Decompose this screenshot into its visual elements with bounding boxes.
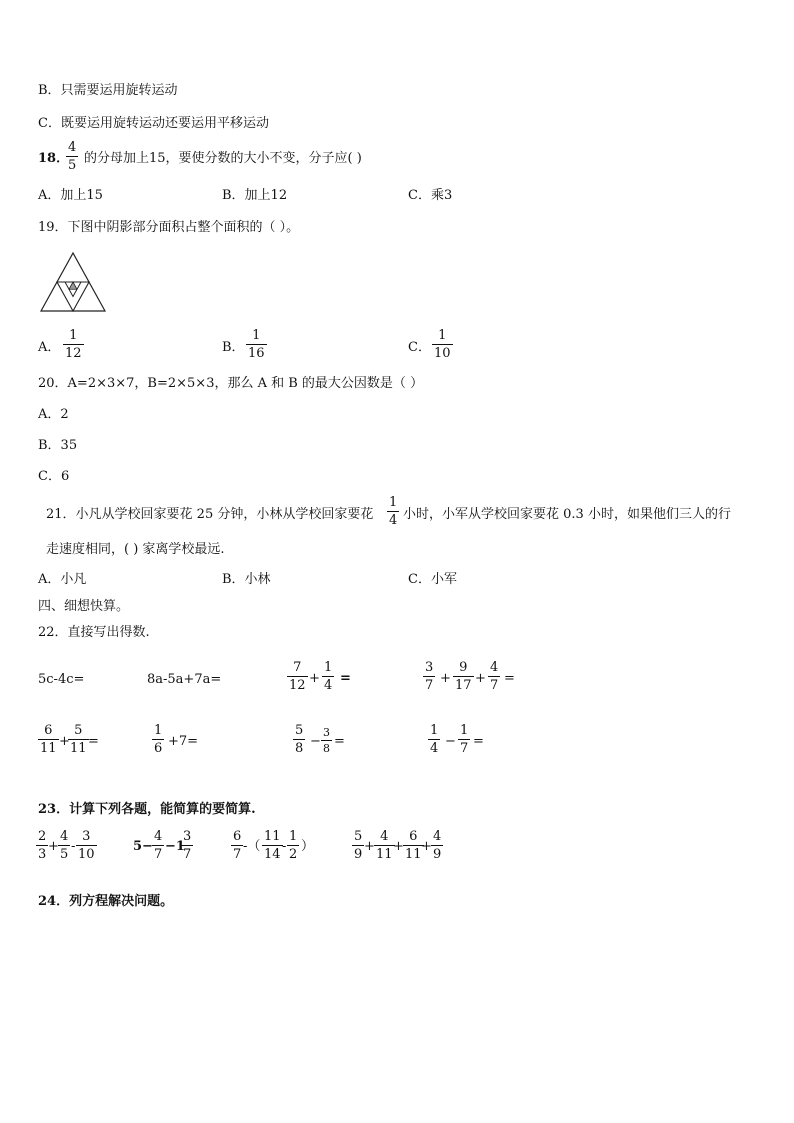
q22-expr-8-frac-1: $\frac{1}{4}$ [430,723,439,756]
q18-stem: 的分母加上15，要使分数的大小不变，分子应( ) [84,151,362,166]
q23-expr-3-frac-1: $\frac{6}{7}$ [233,829,242,862]
q19-stem: 19．下图中阴影部分面积占整个面积的（ ）。 [38,220,300,235]
q22-expr-6-frac: $\frac{1}{6}$ [154,723,163,756]
q22-expr-3-frac-1: $\frac{7}{12}$ [289,660,306,693]
q23-expr-1-frac-2: $\frac{4}{5}$ [60,829,69,862]
q22-stem: 22．直接写出得数. [38,625,150,640]
q19-option-a-label: A． [38,340,61,355]
q22-expr-5-frac-1: $\frac{6}{11}$ [40,723,57,756]
q21-option-b: B．小林 [222,572,271,587]
q24-stem: 24．列方程解决问题。 [38,894,174,909]
q23-expr-2-frac-1: $\frac{4}{7}$ [154,829,163,862]
q22-expr-1: 5c-4c= [38,672,85,687]
q22-expr-7-eq: = [334,734,345,749]
q20-option-b: B．35 [38,438,78,453]
q22-expr-4-op-1: + [440,671,451,686]
q23-expr-1-op-2: - [71,839,76,854]
q22-expr-3-op: + [309,671,320,686]
q19-option-b-label: B． [222,340,245,355]
q21-stem-part1: 21．小凡从学校回家要花 25 分钟，小林从学校回家要花 [46,507,374,522]
section-heading: 四、细想快算。 [38,599,130,614]
q18-option-b: B．加上12 [222,188,288,203]
q18-option-a: A．加上15 [38,188,103,203]
q22-expr-8-op: − [445,734,456,749]
q23-expr-3-frac-3: $\frac{1}{2}$ [289,829,298,862]
q21-option-c: C．小军 [408,572,457,587]
q19-option-c-fraction: $\frac{1}{10}$ [434,328,451,361]
q23-expr-1-frac-3: $\frac{3}{10}$ [78,829,95,862]
q23-expr-4-op-1: + [364,839,375,854]
q19-option-b-fraction: $\frac{1}{16}$ [248,328,265,361]
q22-expr-3-frac-2: $\frac{1}{4}$ [324,660,333,693]
q19-option-a-fraction: $\frac{1}{12}$ [65,328,82,361]
q21-stem-part2: 小时，小军从学校回家要花 0.3 小时，如果他们三人的行 [403,507,731,522]
q21-option-a: A．小凡 [38,572,87,587]
q18-number: 18． [38,151,70,166]
q17-option-b: B．只需要运用旋转运动 [38,83,178,98]
q22-expr-4-op-2: + [475,671,486,686]
q22-expr-5-frac-2: $\frac{5}{11}$ [70,723,87,756]
q23-expr-1-frac-1: $\frac{2}{3}$ [38,829,47,862]
q23-expr-3-op-2: - [282,839,287,854]
q23-expr-2-op: −1 [165,839,185,854]
q23-expr-1-op-1: + [48,839,59,854]
q22-expr-6-tail: +7= [168,734,199,749]
q22-expr-5-eq: = [88,734,99,749]
triangle-figure [38,250,108,314]
q22-expr-2: 8a-5a+7a= [147,672,222,687]
q19-option-c-label: C． [408,340,431,355]
q23-expr-3-frac-2: $\frac{11}{14}$ [264,829,281,862]
q23-expr-3-op-1: -（ [243,839,261,854]
q22-expr-7-frac-1: $\frac{5}{8}$ [295,723,304,756]
q22-expr-8-eq: = [473,734,484,749]
q23-expr-2-lead: 5− [133,839,153,854]
q23-expr-4-op-2: + [393,839,404,854]
q18-option-c: C．乘3 [408,188,453,203]
q22-expr-7-frac-2: $\frac{3}{8}$ [323,726,330,755]
q23-expr-4-frac-1: $\frac{5}{9}$ [354,829,363,862]
q17-option-c: C．既要运用旋转运动还要运用平移运动 [38,116,269,131]
q20-stem: 20．A=2×3×7，B=2×5×3，那么 A 和 B 的最大公因数是（ ） [38,376,424,391]
q21-stem-line2: 走速度相同，( ) 家离学校最远. [46,542,225,557]
q21-fraction: $\frac{1}{4}$ [389,495,398,528]
q22-expr-4-frac-1: $\frac{3}{7}$ [425,660,434,693]
q23-expr-4-op-3: + [421,839,432,854]
q23-expr-4-frac-3: $\frac{6}{11}$ [405,829,422,862]
q23-expr-4-frac-2: $\frac{4}{11}$ [376,829,393,862]
q23-expr-2-frac-2: $\frac{3}{7}$ [183,829,192,862]
q22-expr-4-eq: = [504,671,515,686]
q23-expr-4-frac-4: $\frac{4}{9}$ [433,829,442,862]
q23-expr-3-close: ） [301,839,315,854]
q22-expr-7-op: − [310,734,321,749]
q22-expr-3-eq: = [340,671,351,686]
q18-fraction: $\frac{4}{5}$ [68,140,77,173]
q20-option-a: A．2 [38,407,69,422]
q22-expr-8-frac-2: $\frac{1}{7}$ [460,723,469,756]
q23-stem: 23．计算下列各题，能简算的要简算. [38,802,256,817]
q22-expr-4-frac-2: $\frac{9}{17}$ [455,660,472,693]
q20-option-c: C．6 [38,469,70,484]
q22-expr-4-frac-3: $\frac{4}{7}$ [490,660,499,693]
q22-expr-5-op: + [59,734,70,749]
